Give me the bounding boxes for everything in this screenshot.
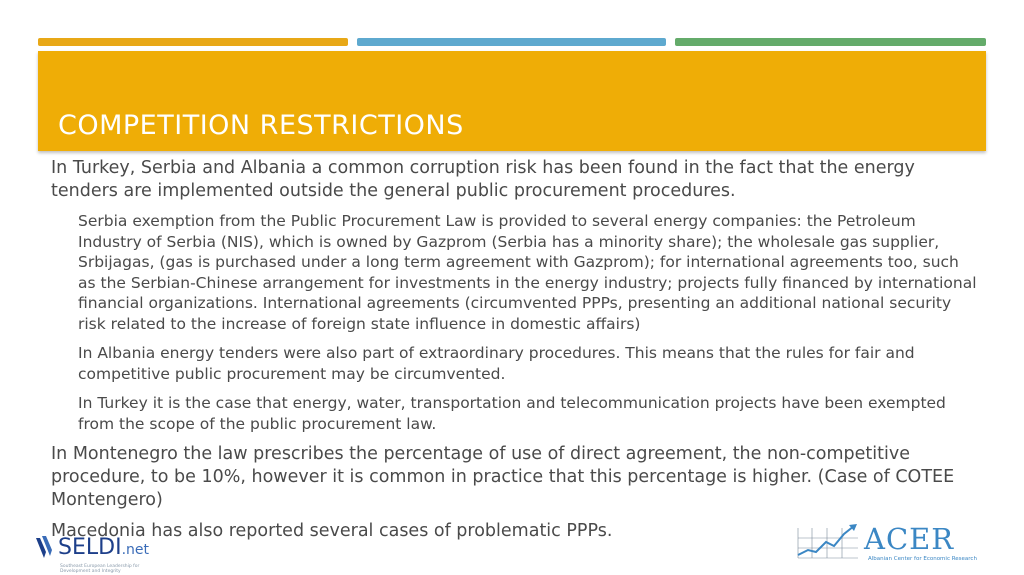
- seldi-suffix: .net: [121, 542, 149, 558]
- seldi-wordmark: [58, 535, 149, 560]
- slide-body: [51, 157, 981, 551]
- title-banner: [38, 51, 986, 151]
- acer-subtitle: Albanian Center for Economic Research: [868, 556, 977, 562]
- accent-bar-orange: [38, 38, 348, 46]
- paragraph-serbia-exemption: Serbia exemption from the Public Procurement Law is provided to several energy companies: the Petroleum Industry of Serbia (NIS), which is owned by Gazprom (Serbia has a minority share); the wholesale gas supplier, Srbijagas, (gas is purchased under a long term agreement with Gazprom); for international agreements too, such as the Serbian-Chinese arrangement for investments in the energy industry; projects fully financed by international financial organizations. International agreements (circumvented PPPs, presenting an additional national security risk related to the increase of foreign state influence in domestic affairs): [78, 212, 977, 333]
- acer-chart-icon: [792, 522, 862, 562]
- seldi-tagline: Southeast European Leadership for Development and Integrity: [60, 564, 140, 574]
- seldi-name: SELDI: [58, 535, 122, 560]
- paragraph-turkey: In Turkey it is the case that energy, water, transportation and telecommunication projects have been exempted from the scope of the public procurement law.: [78, 394, 946, 433]
- seldi-logo: [34, 531, 164, 574]
- paragraph-macedonia: Macedonia has also reported several cases of problematic PPPs.: [51, 521, 613, 541]
- paragraph-montenegro: In Montenegro the law prescribes the percentage of use of direct agreement, the non-competitive procedure, to be 10%, however it is common in practice that this percentage is higher. (Case of COTEE Montengero): [51, 444, 955, 510]
- paragraph-turkey-serbia-albania: In Turkey, Serbia and Albania a common corruption risk has been found in the fact that the energy tenders are implemented outside the general public procurement procedures.: [51, 158, 915, 201]
- accent-bar-blue: [357, 38, 666, 46]
- acer-logo: [792, 522, 977, 568]
- paragraph-albania: In Albania energy tenders were also part of extraordinary procedures. This means that the rules for fair and competitive public procurement may be circumvented.: [78, 344, 915, 383]
- acer-wordmark: ACER: [864, 522, 955, 556]
- slide-title: COMPETITION RESTRICTIONS: [58, 110, 464, 141]
- accent-bar-green: [675, 38, 986, 46]
